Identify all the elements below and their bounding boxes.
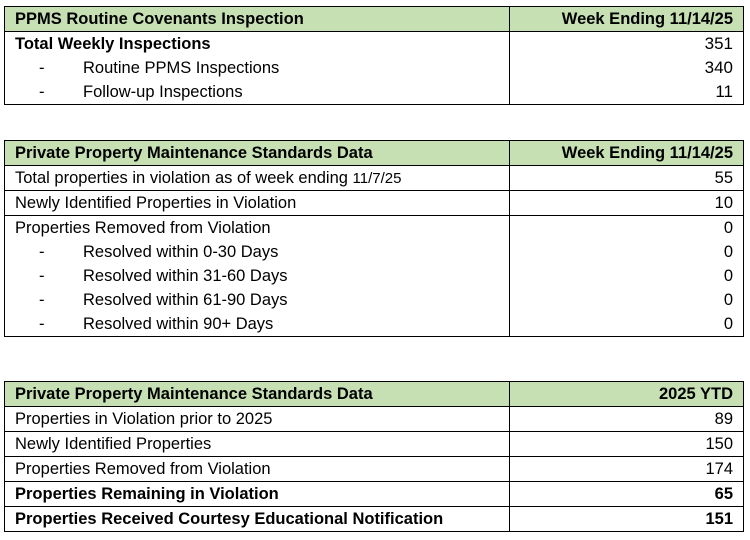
row-value: 11 <box>510 80 744 105</box>
row-label: Routine PPMS Inspections <box>83 59 280 77</box>
row-label: Resolved within 31-60 Days <box>83 267 288 285</box>
row-value: 351 <box>510 32 744 57</box>
row-value: 0 <box>510 288 744 312</box>
row-value: 0 <box>510 216 744 241</box>
row-label: Total Weekly Inspections <box>5 32 510 57</box>
row-label: Follow-up Inspections <box>83 83 243 101</box>
table-header-row <box>5 7 744 32</box>
table-row <box>5 166 744 191</box>
ppms-inspection-table <box>4 6 744 105</box>
row-label: Resolved within 0-30 Days <box>83 243 279 261</box>
ppms-weekly-data-table <box>4 140 744 337</box>
period-header: Week Ending 11/14/25 <box>510 141 744 166</box>
row-label: Properties in Violation prior to 2025 <box>5 407 510 432</box>
table-header-row <box>5 141 744 166</box>
table-row <box>5 240 744 264</box>
table-row <box>5 80 744 105</box>
row-label: Resolved within 61-90 Days <box>83 291 288 309</box>
table-title: Private Property Maintenance Standards Data <box>5 382 510 407</box>
row-value: 0 <box>510 264 744 288</box>
row-value: 89 <box>510 407 744 432</box>
dash-bullet: - <box>39 315 45 333</box>
table-row <box>5 32 744 57</box>
dash-bullet: - <box>39 59 45 77</box>
table-row <box>5 312 744 337</box>
table-row <box>5 288 744 312</box>
row-label: Newly Identified Properties <box>5 432 510 457</box>
dash-bullet: - <box>39 83 45 101</box>
dash-bullet: - <box>39 267 45 285</box>
table-row <box>5 56 744 80</box>
row-value: 150 <box>510 432 744 457</box>
table-row <box>5 216 744 241</box>
row-value: 65 <box>510 482 744 507</box>
period-header: Week Ending 11/14/25 <box>510 7 744 32</box>
dash-bullet: - <box>39 291 45 309</box>
ppms-ytd-table <box>4 381 744 532</box>
table-header-row <box>5 382 744 407</box>
row-label-date: 11/7/25 <box>352 169 402 187</box>
row-label: Newly Identified Properties in Violation <box>5 191 510 216</box>
table-row <box>5 507 744 532</box>
table-row <box>5 191 744 216</box>
table-title: Private Property Maintenance Standards Data <box>5 141 510 166</box>
table-row <box>5 482 744 507</box>
table-row <box>5 264 744 288</box>
table-title: PPMS Routine Covenants Inspection <box>5 7 510 32</box>
row-value: 55 <box>510 166 744 191</box>
dash-bullet: - <box>39 243 45 261</box>
row-value: 151 <box>510 507 744 532</box>
row-label: Properties Received Courtesy Educational Notification <box>5 507 510 532</box>
table-row <box>5 407 744 432</box>
row-label: Total properties in violation as of week ending <box>15 168 348 187</box>
row-value: 340 <box>510 56 744 80</box>
row-label: Properties Remaining in Violation <box>5 482 510 507</box>
period-header: 2025 YTD <box>510 382 744 407</box>
row-value: 10 <box>510 191 744 216</box>
row-value: 0 <box>510 240 744 264</box>
row-value: 174 <box>510 457 744 482</box>
row-value: 0 <box>510 312 744 337</box>
table-row <box>5 457 744 482</box>
row-label: Properties Removed from Violation <box>5 216 510 241</box>
table-row <box>5 432 744 457</box>
row-label: Resolved within 90+ Days <box>83 315 274 333</box>
row-label: Properties Removed from Violation <box>5 457 510 482</box>
